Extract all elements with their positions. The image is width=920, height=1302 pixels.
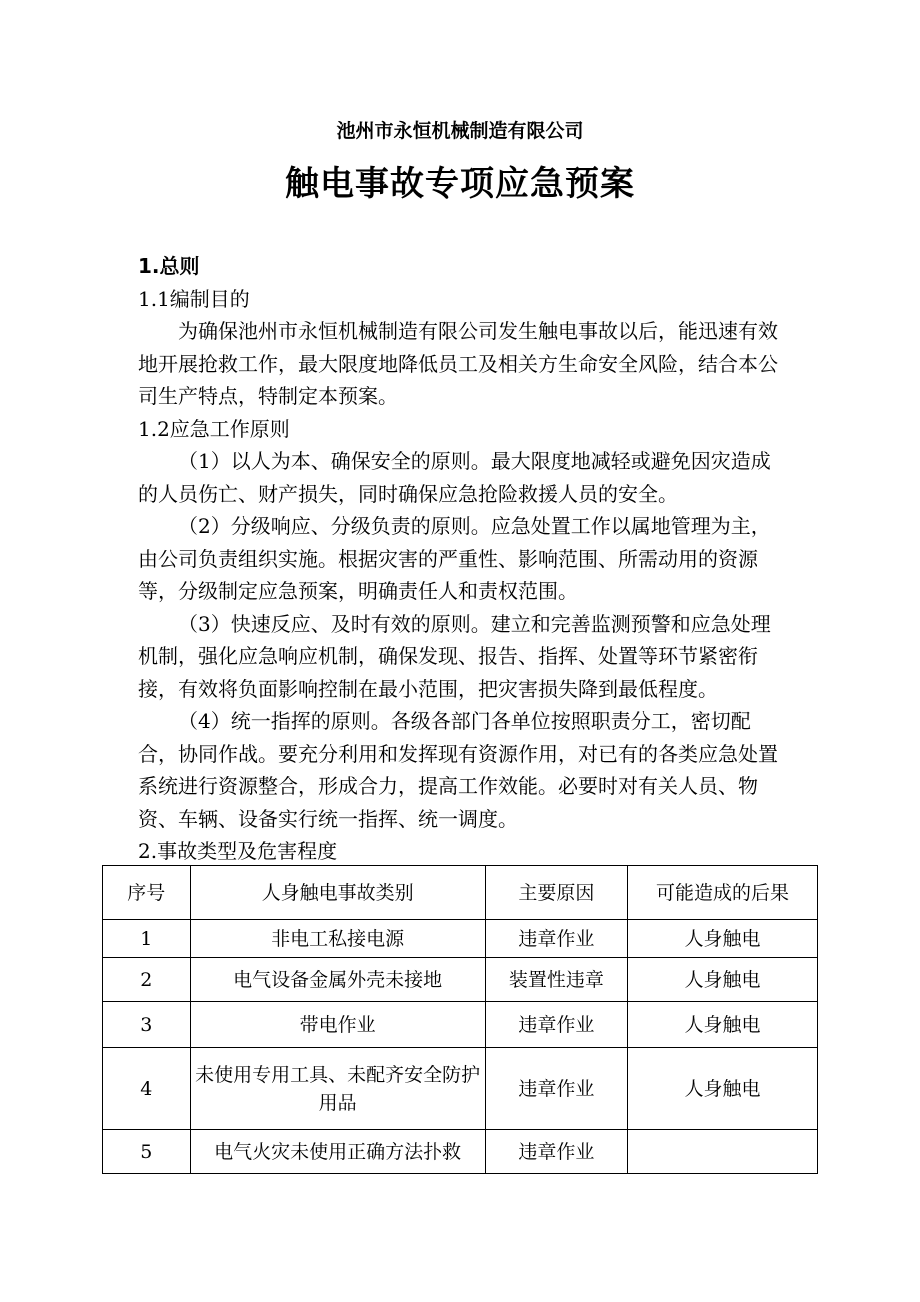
table-cell: 2	[103, 958, 191, 1002]
table-header-row	[103, 866, 818, 920]
table-cell: 人身触电	[628, 920, 818, 958]
table-cell: 4	[103, 1048, 191, 1130]
table-header-cell: 主要原因	[485, 866, 628, 920]
table-cell: 电气火灾未使用正确方法扑救	[190, 1130, 485, 1174]
table-cell: 未使用专用工具、未配齐安全防护用品	[190, 1048, 485, 1130]
section-2-heading: 2.事故类型及危害程度	[138, 839, 338, 863]
table-cell: 违章作业	[485, 920, 628, 958]
table-cell: 人身触电	[628, 958, 818, 1002]
section-1-2-heading: 1.2应急工作原则	[138, 416, 290, 441]
principle-2: （2）分级响应、分级负责的原则。应急处置工作以属地管理为主，由公司负责组织实施。根据灾害的严重性、影响范围、所需动用的资源等，分级制定应急预案，明确责任人和责权范围。	[138, 514, 771, 603]
table-row	[103, 1002, 818, 1048]
table-cell: 非电工私接电源	[190, 920, 485, 958]
table-row	[103, 1048, 818, 1130]
table-cell: 违章作业	[485, 1048, 628, 1130]
section-1-1-paragraph: 为确保池州市永恒机械制造有限公司发生触电事故以后，能迅速有效地开展抢救工作，最大限度地降低员工及相关方生命安全风险，结合本公司生产特点，特制定本预案。	[138, 319, 778, 408]
table-cell	[628, 1130, 818, 1174]
document-body	[138, 250, 788, 868]
principle-4: （4）统一指挥的原则。各级各部门各单位按照职责分工，密切配合，协同作战。要充分利用和发挥现有资源作用，对已有的各类应急处置系统进行资源整合，形成合力，提高工作效能。必要时对有关人员、物资、车辆、设备实行统一指挥、统一调度。	[138, 709, 778, 831]
accident-type-table	[102, 865, 818, 1174]
principle-1: （1）以人为本、确保安全的原则。最大限度地减轻或避免因灾造成的人员伤亡、财产损失，同时确保应急抢险救援人员的安全。	[138, 449, 771, 506]
section-1-heading: 1.总则	[138, 254, 200, 278]
table-row	[103, 1130, 818, 1174]
table-cell: 违章作业	[485, 1002, 628, 1048]
table-cell: 人身触电	[628, 1048, 818, 1130]
table-cell: 人身触电	[628, 1002, 818, 1048]
table-cell: 装置性违章	[485, 958, 628, 1002]
table-cell: 违章作业	[485, 1130, 628, 1174]
table-header-cell: 序号	[103, 866, 191, 920]
section-1-1-heading: 1.1编制目的	[138, 286, 250, 311]
table-row	[103, 920, 818, 958]
table-cell: 电气设备金属外壳未接地	[190, 958, 485, 1002]
table-cell: 5	[103, 1130, 191, 1174]
table-row	[103, 958, 818, 1002]
table-cell: 3	[103, 1002, 191, 1048]
table-header-cell: 可能造成的后果	[628, 866, 818, 920]
table-cell: 带电作业	[190, 1002, 485, 1048]
company-name: 池州市永恒机械制造有限公司	[336, 120, 584, 142]
document-title: 触电事故专项应急预案	[285, 164, 635, 204]
table-cell: 1	[103, 920, 191, 958]
principle-3: （3）快速反应、及时有效的原则。建立和完善监测预警和应急处理机制，强化应急响应机制，确保发现、报告、指挥、处置等环节紧密衔接，有效将负面影响控制在最小范围，把灾害损失降到最低程度。	[138, 611, 771, 701]
table-header-cell: 人身触电事故类别	[190, 866, 485, 920]
